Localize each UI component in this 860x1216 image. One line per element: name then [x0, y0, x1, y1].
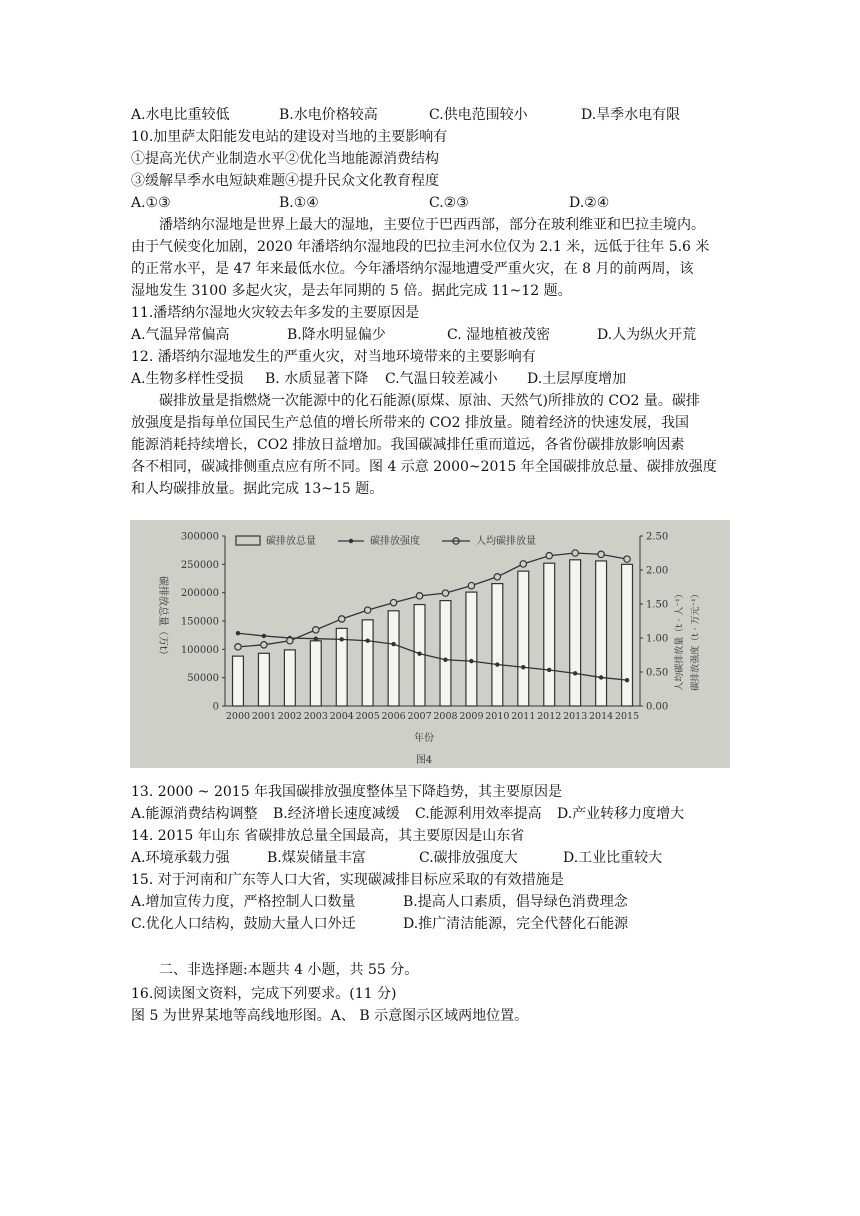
- passage2-line-2: 放强度是指每单位国民生产总值的增长所带来的 CO2 排放量。随着经济的快速发展，我国: [131, 415, 689, 431]
- q10-option-a: A.①③: [131, 195, 171, 211]
- x-tick-label: 2006: [381, 711, 406, 722]
- figure-caption: 图4: [415, 755, 433, 766]
- q10-items-1: ①提高光伏产业制造水平②优化当地能源消费结构: [131, 151, 439, 167]
- passage2-line-4: 各不相同，碳减排侧重点应有所不同。图 4 示意 2000~2015 年全国碳排放总量、碳排放强度: [131, 459, 717, 475]
- bar-total: [284, 650, 295, 706]
- q15-option-d: D.推广清洁能源，完全代替化石能源: [403, 916, 629, 932]
- percapita-point: [572, 550, 578, 556]
- x-tick-label: 2013: [563, 711, 588, 722]
- q11-option-a: A.气温异常偏高: [131, 327, 230, 343]
- passage1-line-3: 的正常水平，是 47 年来最低水位。今年潘塔纳尔湿地遭受严重火灾，在 8 月的前两周，该: [131, 261, 694, 277]
- y-tick-label-left: 300000: [180, 531, 219, 543]
- bar-total: [362, 620, 373, 706]
- passage1-line-4: 湿地发生 3100 多起火灾，是去年同期的 5 倍。据此完成 11~12 题。: [131, 283, 572, 299]
- percapita-line: [238, 553, 627, 647]
- intensity-line: [238, 633, 627, 680]
- y-tick-label-right: 2.50: [646, 531, 669, 543]
- q10-items-2: ③缓解旱季水电短缺难题④提升民众文化教育程度: [131, 173, 439, 189]
- percapita-point: [468, 582, 474, 588]
- q9-option-a: A.水电比重较低: [131, 107, 230, 123]
- intensity-point: [443, 658, 447, 662]
- section-2-heading: 二、非选择题:本题共 4 小题，共 55 分。: [159, 962, 419, 978]
- q11-options: [131, 325, 696, 345]
- y-tick-label-left: 200000: [180, 588, 219, 600]
- q12-option-d: D.土层厚度增加: [527, 371, 627, 387]
- q14-options: [131, 848, 662, 868]
- bar-total: [518, 571, 529, 706]
- bar-total: [622, 564, 633, 706]
- q14-option-c: C.碳排放强度大: [419, 850, 518, 866]
- passage1-line-2: 由于气候变化加剧，2020 年潘塔纳尔湿地段的巴拉圭河水位仅为 2.1 米，远低于往年 5.6 米: [131, 239, 710, 255]
- x-tick-label: 2008: [433, 711, 458, 722]
- legend-percapita: 人均碳排放量: [476, 536, 536, 547]
- percapita-point: [520, 561, 526, 567]
- bar-total: [466, 592, 477, 706]
- bar-total: [440, 601, 451, 706]
- y-tick-label-left: 250000: [180, 559, 219, 571]
- percapita-point: [339, 616, 345, 622]
- x-tick-label: 2000: [225, 711, 251, 722]
- q14-option-d: D.工业比重较大: [563, 850, 663, 866]
- q9-option-d: D.旱季水电有限: [581, 107, 681, 123]
- percapita-point: [598, 551, 604, 557]
- x-tick-label: 2005: [355, 711, 380, 722]
- bar-total: [388, 611, 399, 706]
- intensity-point: [340, 637, 344, 641]
- intensity-point: [391, 642, 395, 646]
- q16-description: 图 5 为世界某地等高线地形图。A、 B 示意图示区域两地位置。: [131, 1008, 529, 1024]
- carbon-emission-chart: [130, 520, 730, 768]
- legend-intensity-marker: [349, 539, 353, 543]
- legend-bar-swatch: [236, 536, 260, 545]
- q9-options: [131, 105, 680, 125]
- percapita-point: [546, 553, 552, 559]
- y-axis-label-right-1: 人均碳排放量（t · 人⁻¹）: [675, 589, 685, 691]
- legend-total: 碳排放总量: [266, 536, 316, 547]
- intensity-point: [365, 639, 369, 643]
- q15-option-b: B.提高人口素质，倡导绿色消费理念: [403, 894, 628, 910]
- q14-stem: 14. 2015 年山东 省碳排放总量全国最高，其主要原因是山东省: [131, 828, 525, 844]
- passage1-line-1: 潘塔纳尔湿地是世界上最大的湿地，主要位于巴西西部，部分在玻利维亚和巴拉圭境内。: [159, 217, 705, 233]
- q15-stem: 15. 对于河南和广东等人口大省，实现碳减排目标应采取的有效措施是: [131, 872, 564, 888]
- q13-option-b: B.经济增长速度减缓: [273, 806, 400, 822]
- percapita-point: [494, 574, 500, 580]
- bar-total: [310, 641, 321, 706]
- x-tick-label: 2004: [329, 711, 354, 722]
- percapita-point: [287, 638, 293, 644]
- y-tick-label-right: 1.00: [646, 633, 669, 645]
- x-tick-label: 2011: [511, 711, 536, 722]
- q9-option-b: B.水电价格较高: [279, 107, 378, 123]
- q13-option-a: A.能源消费结构调整: [131, 806, 258, 822]
- x-tick-label: 2015: [614, 711, 640, 722]
- x-tick-label: 2010: [485, 711, 510, 722]
- intensity-point: [262, 634, 266, 638]
- percapita-point: [416, 593, 422, 599]
- intensity-point: [236, 631, 240, 635]
- q15-option-c: C.优化人口结构，鼓励大量人口外迁: [131, 916, 356, 932]
- q10-option-d: D.②④: [569, 195, 610, 211]
- q10-option-c: C.②③: [429, 195, 469, 211]
- y-axis-label-right-2: 碳排放强度（t · 万元⁻¹）: [691, 589, 701, 691]
- q12-option-c: C.气温日较差减小: [385, 371, 498, 387]
- q10-option-b: B.①④: [279, 195, 319, 211]
- x-tick-label: 2012: [537, 711, 562, 722]
- intensity-point: [547, 668, 551, 672]
- x-tick-label: 2002: [277, 711, 302, 722]
- x-tick-label: 2001: [251, 711, 276, 722]
- y-tick-label-right: 1.50: [646, 599, 669, 611]
- y-tick-label-left: 100000: [180, 644, 219, 656]
- q11-stem: 11.潘塔纳尔湿地火灾较去年多发的主要原因是: [131, 305, 420, 321]
- y-axis-label-left: 碳排放总量（万t）: [157, 575, 168, 661]
- percapita-point: [235, 644, 241, 650]
- y-tick-label-right: 0.00: [646, 701, 669, 713]
- bar-total: [233, 656, 244, 706]
- intensity-point: [314, 636, 318, 640]
- intensity-point: [521, 665, 525, 669]
- x-tick-label: 2007: [407, 711, 432, 722]
- bar-total: [492, 584, 503, 706]
- passage2-line-5: 和人均碳排放量。据此完成 13~15 题。: [131, 481, 384, 497]
- percapita-point: [390, 599, 396, 605]
- bar-total: [258, 653, 269, 706]
- q11-option-d: D.人为纵火开荒: [597, 327, 697, 343]
- intensity-point: [417, 651, 421, 655]
- q12-options: [131, 369, 626, 389]
- passage2-line-3: 能源消耗持续增长，CO2 排放日益增加。我国碳减排任重而道远，各省份碳排放影响因素: [131, 437, 685, 453]
- q10-options: [131, 193, 609, 213]
- intensity-point: [495, 662, 499, 666]
- percapita-point: [313, 627, 319, 633]
- x-tick-label: 2009: [459, 711, 484, 722]
- intensity-point: [625, 678, 629, 682]
- q14-option-a: A.环境承载力强: [131, 850, 230, 866]
- y-tick-label-left: 50000: [187, 673, 219, 685]
- intensity-point: [573, 671, 577, 675]
- y-tick-label-right: 0.50: [646, 667, 669, 679]
- percapita-point: [624, 556, 630, 562]
- q12-option-b: B. 水质显著下降: [265, 371, 369, 387]
- q15-options-row-2: [131, 914, 628, 934]
- y-tick-label-left: 0: [212, 701, 219, 713]
- q13-option-c: C.能源利用效率提高: [415, 806, 542, 822]
- q12-stem: 12. 潘塔纳尔湿地发生的严重火灾，对当地环境带来的主要影响有: [131, 349, 536, 365]
- q10-stem: 10.加里萨太阳能发电站的建设对当地的主要影响有: [131, 129, 448, 145]
- bar-total: [544, 563, 555, 706]
- q11-option-c: C. 湿地植被茂密: [447, 327, 551, 343]
- q14-option-b: B.煤炭储量丰富: [267, 850, 366, 866]
- intensity-point: [469, 659, 473, 663]
- y-tick-label-left: 150000: [180, 616, 219, 628]
- q9-option-c: C.供电范围较小: [429, 107, 528, 123]
- percapita-point: [364, 607, 370, 613]
- q16-stem: 16.阅读图文资料，完成下列要求。(11 分): [131, 986, 397, 1002]
- q13-option-d: D.产业转移力度增大: [557, 806, 685, 822]
- x-axis-label: 年份: [414, 733, 434, 744]
- y-tick-label-right: 2.00: [646, 565, 669, 577]
- q11-option-b: B.降水明显偏少: [287, 327, 386, 343]
- q13-options: [131, 804, 684, 824]
- passage2-line-1: 碳排放量是指燃烧一次能源中的化石能源(原煤、原油、天然气)所排放的 CO2 量。碳排: [159, 393, 700, 409]
- q13-stem: 13. 2000 ~ 2015 年我国碳排放强度整体呈下降趋势，其主要原因是: [131, 784, 563, 800]
- x-tick-label: 2014: [589, 711, 614, 722]
- percapita-point: [442, 590, 448, 596]
- q15-option-a: A.增加宣传力度，严格控制人口数量: [131, 894, 356, 910]
- x-tick-label: 2003: [303, 711, 328, 722]
- bar-total: [596, 561, 607, 706]
- intensity-point: [599, 675, 603, 679]
- bar-total: [570, 560, 581, 706]
- q12-option-a: A.生物多样性受损: [131, 371, 244, 387]
- figure-4: [130, 520, 730, 768]
- q15-options-row-1: [131, 892, 628, 912]
- percapita-point: [261, 642, 267, 648]
- legend-intensity: 碳排放强度: [370, 536, 420, 547]
